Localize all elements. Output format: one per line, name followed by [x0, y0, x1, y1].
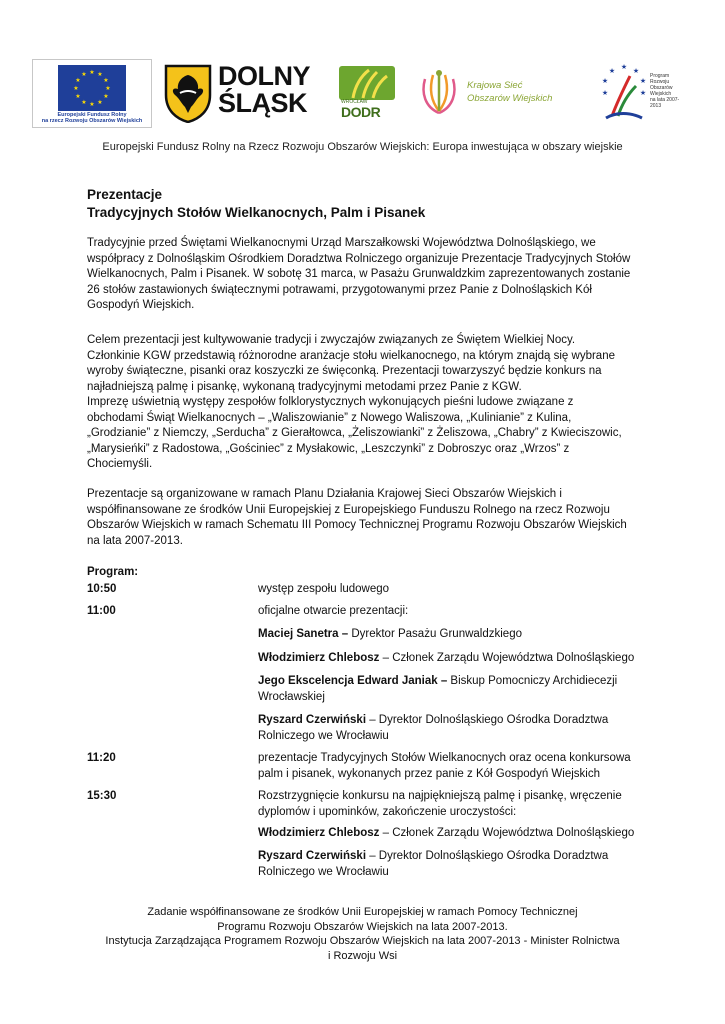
- text-line: „Grodzianie” z Niemczy, „Serducha” z Gierałtowca, „Żeliszowianki” z Żeliszowa, „Chabry” z Kwieciszowic,: [87, 427, 622, 439]
- text-line: obchodami Świąt Wielkanocnych – „Waliszowianie” z Nowego Waliszowa, „Kulinianie” z Kulina,: [87, 411, 572, 424]
- prow-logo: [598, 60, 690, 124]
- dodr-logo: [337, 66, 397, 122]
- ksow-line-2: Obszarów Wiejskich: [467, 93, 553, 104]
- speaker-role: – Dyrektor Dolnośląskiego Ośrodka Doradztwa: [366, 850, 609, 862]
- program-desc: Rozstrzygnięcie konkursu na najpiękniejszą palmę i pisankę, wręczenie: [258, 790, 622, 802]
- program-label: Program:: [87, 566, 139, 578]
- dolny-word: DOLNY: [218, 61, 310, 91]
- svg-text:★: ★: [639, 89, 647, 97]
- speaker-role: Dyrektor Pasażu Grunwaldzkiego: [348, 628, 522, 640]
- svg-text:★: ★: [97, 71, 103, 78]
- program-desc: prezentacje Tradycyjnych Stołów Wielkanocnych oraz ocena konkursowa: [258, 752, 631, 764]
- text-line: 26 stołów zastawionych świątecznymi potrawami, przygotowanymi przez Panie z Dolnośląskich Kół: [87, 283, 592, 296]
- footer-note: [0, 905, 725, 963]
- text-line: wyroby świąteczne, pisanki oraz koszyczki ze święconką. Prezentacji towarzyszyć będzie konkurs na: [87, 365, 602, 377]
- fund-caption: Europejski Fundusz Rolny na Rzecz Rozwoju Obszarów Wiejskich: Europa inwestująca w obszary wiejskie: [102, 141, 623, 153]
- svg-text:★: ★: [632, 67, 640, 75]
- prow-emblem-icon: [598, 60, 650, 124]
- page-title-line-2: Tradycyjnych Stołów Wielkanocnych, Palm i Pisanek: [87, 205, 426, 220]
- speaker-role: – Dyrektor Dolnośląskiego Ośrodka Doradztwa: [366, 714, 609, 726]
- speaker-role: – Członek Zarządu Województwa Dolnośląskiego: [379, 827, 635, 839]
- svg-text:★: ★: [73, 85, 79, 92]
- eu-caption-line-2: na rzecz Rozwoju Obszarów Wiejskich: [41, 118, 143, 124]
- svg-text:★: ★: [105, 85, 111, 92]
- wheat-icon: [339, 66, 395, 100]
- prow-line-1: Program: [650, 73, 670, 79]
- page-title-line-1: Prezentacje: [87, 187, 163, 202]
- svg-text:★: ★: [103, 77, 109, 84]
- svg-text:★: ★: [639, 77, 647, 85]
- speaker-name: Maciej Sanetra –: [258, 628, 349, 640]
- program-desc: dyplomów i upominków, zakończenie uroczystości:: [258, 805, 517, 818]
- slask-word: ŚLĄSK: [218, 88, 308, 118]
- program-time: 11:00: [87, 605, 116, 617]
- ksow-line-1: Krajowa Sieć: [467, 80, 523, 91]
- text-line: „Marysieńki” z Radostowa, „Gościniec” z Mysłakowic, „Leszczynki” z Dobroszyc oraz „Wrzos” z: [87, 442, 570, 455]
- paragraph-goal: [87, 333, 647, 473]
- speaker-name: Jego Ekscelencja Edward Janiak –: [258, 675, 448, 687]
- prow-line-3: Obszarów: [650, 85, 673, 91]
- text-line: Obszarów Wiejskich w ramach Schematu III Pomocy Technicznej Programu Rozwoju Obszarów Wiejskich: [87, 519, 627, 531]
- speaker-role-cont: Rolniczego we Wrocławiu: [258, 865, 389, 878]
- speaker-role: – Członek Zarządu Województwa Dolnośląskiego: [379, 652, 635, 664]
- speaker-name: Włodzimierz Chlebosz: [258, 827, 380, 839]
- svg-text:★: ★: [620, 63, 628, 71]
- footer-line: Zadanie współfinansowane ze środków Unii Europejskiej w ramach Pomocy Technicznej: [147, 906, 578, 918]
- svg-text:★: ★: [103, 93, 109, 100]
- eu-caption-line-1: Europejski Fundusz Rolny: [57, 112, 127, 118]
- program-time: 11:20: [87, 752, 116, 764]
- text-line: Członkinie KGW przedstawią różnorodne aranżacje stołu wielkanocnego, na którym znajdą się wybrane: [87, 349, 615, 362]
- svg-text:★: ★: [601, 89, 609, 97]
- dolny-slask-logo: [218, 62, 326, 118]
- coat-of-arms-icon: [163, 63, 213, 123]
- eu-flag-icon: [58, 65, 126, 111]
- program-desc: palm i pisanek, wykonanych przez panie z Kół Gospodyń Wiejskich: [258, 767, 600, 780]
- svg-text:★: ★: [89, 69, 95, 76]
- program-time: 15:30: [87, 790, 117, 802]
- svg-text:★: ★: [81, 71, 87, 78]
- text-line: Wielkanocnych, Palm i Pisanek. W sobotę 31 marca, w Pasażu Grunwaldzkim zaprezentowanych zostanie: [87, 268, 631, 280]
- svg-text:★: ★: [601, 77, 609, 85]
- prow-line-4: Wiejskich: [650, 91, 672, 97]
- program-desc: oficjalne otwarcie prezentacji:: [258, 605, 409, 617]
- speaker-role: Biskup Pomocniczy Archidiecezji: [447, 675, 618, 687]
- eu-flag-logo: [32, 59, 152, 128]
- dodr-text: DODR: [341, 104, 381, 120]
- text-line: Chociemyśli.: [87, 458, 153, 470]
- text-line: Tradycyjnie przed Świętami Wielkanocnymi Urząd Marszałkowski Województwa Dolnośląskiego, we: [87, 237, 596, 249]
- prow-line-5: na lata 2007-2013: [650, 97, 680, 109]
- paragraph-intro: [87, 236, 647, 314]
- text-line: na lata 2007-2013.: [87, 534, 183, 547]
- ksow-logo: [413, 67, 573, 117]
- ksow-emblem-icon: [415, 67, 463, 117]
- text-line: współpracy z Dolnośląskim Ośrodkiem Doradztwa Rolniczego organizuje Prezentacje Tradycyjnych Stołów: [87, 252, 631, 265]
- text-line: Gospodyń Wiejskich.: [87, 299, 195, 311]
- text-line: Celem prezentacji jest kultywowanie tradycji i zwyczajów związanych ze Świętem Wielkiej Nocy.: [87, 334, 576, 346]
- dodr-city: WROCŁAW: [341, 99, 368, 105]
- svg-text:★: ★: [75, 93, 81, 100]
- speaker-role-cont: Rolniczego we Wrocławiu: [258, 729, 389, 742]
- svg-text:★: ★: [608, 67, 616, 75]
- svg-text:★: ★: [75, 77, 81, 84]
- footer-line: i Rozwoju Wsi: [327, 949, 398, 962]
- svg-text:★: ★: [89, 101, 95, 108]
- speaker-role-cont: Wrocławskiej: [258, 690, 325, 703]
- text-line: Imprezę uświetnią występy zespołów folklorystycznych wykonujących pieśni ludowe związane z: [87, 396, 574, 408]
- footer-line: Programu Rozwoju Obszarów Wiejskich na lata 2007-2013.: [217, 920, 508, 933]
- speaker-name: Włodzimierz Chlebosz: [258, 652, 380, 664]
- svg-text:★: ★: [97, 99, 103, 106]
- program-desc: występ zespołu ludowego: [258, 583, 390, 595]
- program-time: 10:50: [87, 583, 117, 595]
- text-line: współfinansowane ze środków Unii Europejskiej z Europejskiego Funduszu Rolnego na rzecz Rozwoju: [87, 503, 610, 516]
- footer-line: Instytucja Zarządzająca Programem Rozwoju Obszarów Wiejskich na lata 2007-2013 - Minister Rolnictwa: [105, 935, 620, 947]
- paragraph-funding: [87, 487, 647, 549]
- text-line: najładniejszą palmę i pisankę, wykonaną tradycyjnymi metodami przez Panie z KGW.: [87, 380, 522, 393]
- prow-line-2: Rozwoju: [650, 79, 670, 85]
- speaker-name: Ryszard Czerwiński: [258, 714, 367, 726]
- svg-text:★: ★: [81, 99, 87, 106]
- text-line: Prezentacje są organizowane w ramach Planu Działania Krajowej Sieci Obszarów Wiejskich i: [87, 488, 562, 500]
- speaker-name: Ryszard Czerwiński: [258, 850, 367, 862]
